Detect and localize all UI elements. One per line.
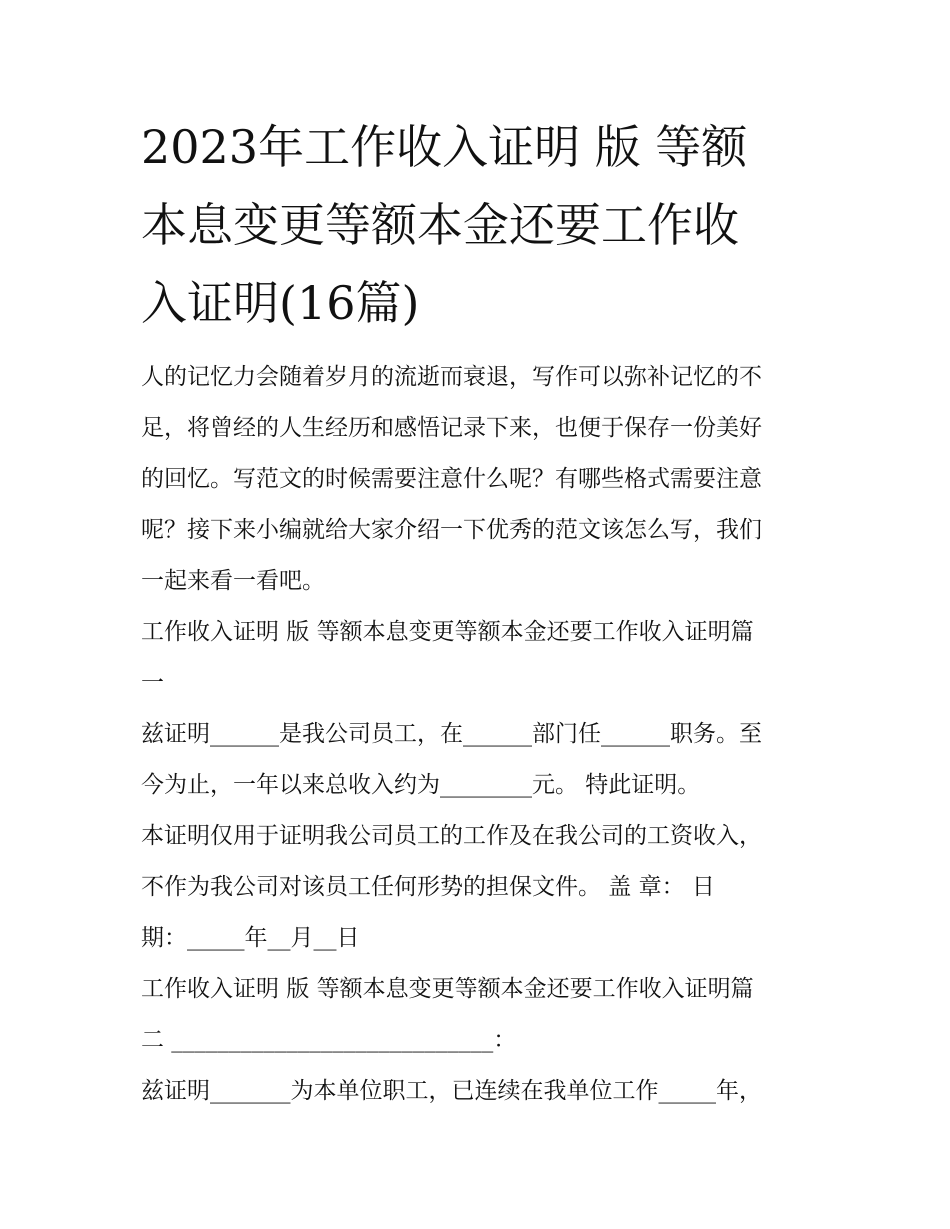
intro-paragraph-line: 人的记忆力会随着岁月的流逝而衰退，写作可以弥补记忆的不 (141, 364, 762, 390)
section-heading-2-line: 工作收入证明 版 等额本息变更等额本金还要工作收入证明篇 (141, 976, 754, 1002)
intro-paragraph-line: 足，将曾经的人生经历和感悟记录下来，也便于保存一份美好 (141, 415, 762, 441)
title-line-1: 2023年工作收入证明 版 等额 (141, 120, 748, 174)
title-line-3: 入证明(16篇) (141, 276, 420, 330)
title-line-2: 本息变更等额本金还要工作收 (141, 198, 739, 252)
document-title (141, 108, 821, 342)
certificate-1-line: 今为止，一年以来总收入约为________元。 特此证明。 (141, 772, 701, 798)
certificate-1-line: 兹证明______是我公司员工，在______部门任______职务。至 (141, 721, 762, 747)
intro-paragraph-line: 呢？接下来小编就给大家介绍一下优秀的范文该怎么写，我们 (141, 517, 762, 543)
certificate-2-line: 兹证明_______为本单位职工，已连续在我单位工作_____年， (141, 1078, 762, 1104)
intro-paragraph-line: 的回忆。写范文的时候需要注意什么呢？有哪些格式需要注意 (141, 466, 762, 492)
certificate-note-line: 期：_____年__月__日 (141, 925, 360, 951)
section-heading-2-line: 二 ____________________________： (141, 1027, 517, 1053)
document-body (141, 352, 821, 1117)
certificate-note-line: 本证明仅用于证明我公司员工的工作及在我公司的工资收入， (141, 823, 762, 849)
section-heading-1-line: 一 (141, 670, 164, 696)
intro-paragraph-line: 一起来看一看吧。 (141, 568, 325, 594)
section-heading-1-line: 工作收入证明 版 等额本息变更等额本金还要工作收入证明篇 (141, 619, 754, 645)
certificate-note-line: 不作为我公司对该员工任何形势的担保文件。 盖 章： 日 (141, 874, 715, 900)
